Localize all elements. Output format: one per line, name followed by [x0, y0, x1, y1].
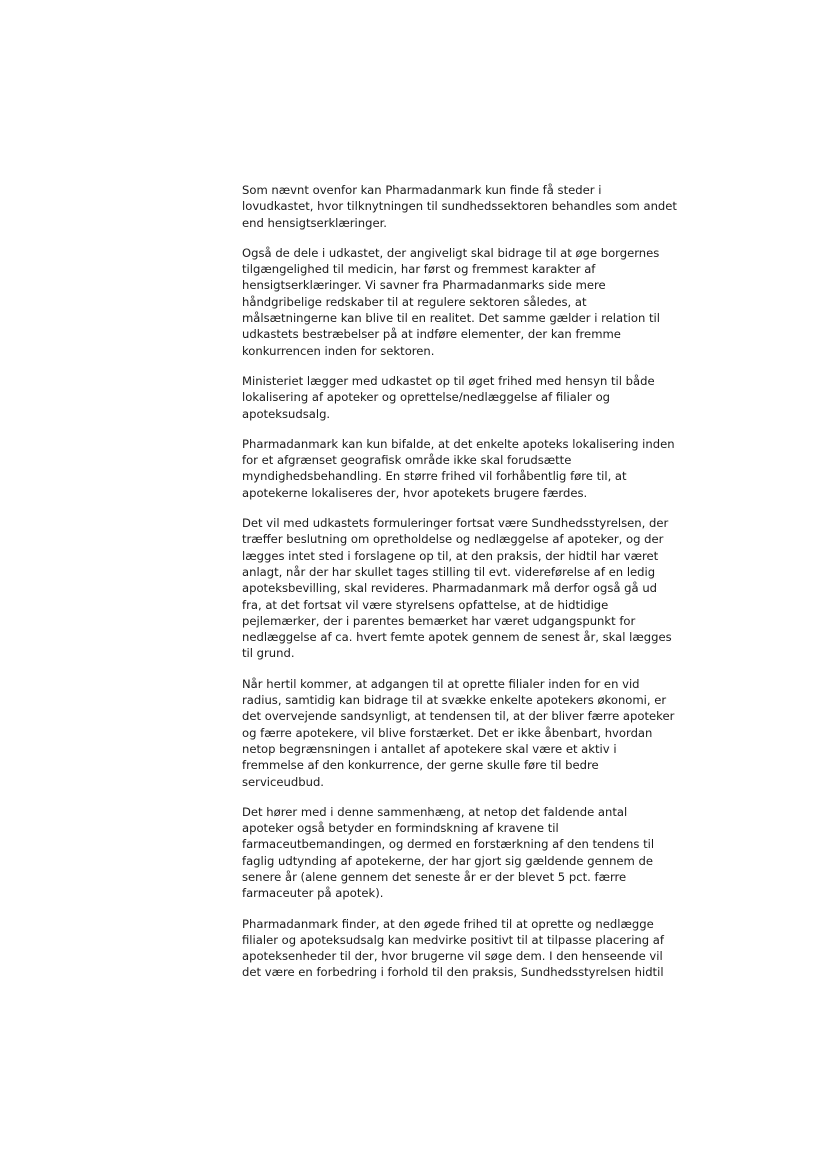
paragraph-6: [242, 676, 688, 790]
paragraph-line: konkurrencen inden for sektoren.: [242, 343, 435, 358]
paragraph-4: [242, 436, 688, 501]
paragraph-line: udkastets bestræbelser på at indføre elementer, der kan fremme: [242, 327, 621, 342]
paragraph-line: og færre apotekere, vil blive forstærket. Det er ikke åbenbart, hvordan: [242, 725, 653, 740]
paragraph-line: lokalisering af apoteker og oprettelse/nedlæggelse af filialer og: [242, 390, 611, 405]
paragraph-line: lovudkastet, hvor tilknytningen til sundhedssektoren behandles som andet: [242, 199, 677, 214]
paragraph-line: Når hertil kommer, at adgangen til at oprette filialer inden for en vid: [242, 676, 640, 691]
paragraph-line: radius, samtidig kan bidrage til at svække enkelte apotekers økonomi, er: [242, 693, 667, 708]
paragraph-line: senere år (alene gennem det seneste år er der blevet 5 pct. færre: [242, 869, 627, 884]
paragraph-line: Ministeriet lægger med udkastet op til øget frihed med hensyn til både: [242, 373, 655, 388]
body-text: [242, 182, 688, 995]
paragraph-line: apoteksudsalg.: [242, 406, 331, 421]
paragraph-line: for et afgrænset geografisk område ikke skal forudsætte: [242, 453, 572, 468]
paragraph-line: håndgribelige redskaber til at regulere sektoren således, at: [242, 294, 587, 309]
paragraph-line: Pharmadanmark finder, at den øgede frihed til at oprette og nedlægge: [242, 916, 654, 931]
paragraph-line: fremmelse af den konkurrence, der gerne skulle føre til bedre: [242, 758, 599, 773]
paragraph-line: det være en forbedring i forhold til den praksis, Sundhedsstyrelsen hidtil: [242, 965, 664, 980]
paragraph-line: pejlemærker, der i parentes bemærket har været udgangspunkt for: [242, 613, 636, 628]
paragraph-line: det overvejende sandsynligt, at tendensen til, at der bliver færre apoteker: [242, 709, 675, 724]
paragraph-line: apotekerne lokaliseres der, hvor apotekets brugere færdes.: [242, 485, 588, 500]
paragraph-line: Det vil med udkastets formuleringer fortsat være Sundhedsstyrelsen, der: [242, 516, 669, 531]
paragraph-7: [242, 804, 688, 902]
paragraph-line: myndighedsbehandling. En større frihed vil forhåbentlig føre til, at: [242, 469, 627, 484]
paragraph-line: Også de dele i udkastet, der angiveligt skal bidrage til at øge borgernes: [242, 245, 660, 260]
paragraph-line: målsætningerne kan blive til en realitet. Det samme gælder i relation til: [242, 311, 660, 326]
paragraph-5: [242, 515, 688, 662]
paragraph-line: serviceudbud.: [242, 774, 324, 789]
paragraph-line: faglig udtynding af apotekerne, der har gjort sig gældende gennem de: [242, 853, 654, 868]
paragraph-line: til grund.: [242, 646, 295, 661]
paragraph-line: anlagt, når der har skullet tages stilling til evt. videreførelse af en ledig: [242, 564, 656, 579]
paragraph-line: tilgængelighed til medicin, har først og fremmest karakter af: [242, 262, 596, 277]
paragraph-line: netop begrænsningen i antallet af apotekere skal være et aktiv i: [242, 741, 617, 756]
paragraph-line: apoteksbevilling, skal revideres. Pharmadanmark må derfor også gå ud: [242, 581, 658, 596]
paragraph-line: apoteksenheder til der, hvor brugerne vil søge dem. I den henseende vil: [242, 949, 663, 964]
paragraph-3: [242, 373, 688, 422]
paragraph-line: nedlæggelse af ca. hvert femte apotek gennem de senest år, skal lægges: [242, 630, 672, 645]
paragraph-line: end hensigtserklæringer.: [242, 215, 387, 230]
paragraph-8: [242, 916, 688, 981]
paragraph-line: fra, at det fortsat vil være styrelsens opfattelse, at de hidtidige: [242, 597, 609, 612]
paragraph-line: træffer beslutning om opretholdelse og nedlæggelse af apoteker, og der: [242, 532, 664, 547]
paragraph-line: apoteker også betyder en formindskning af kravene til: [242, 821, 559, 836]
paragraph-line: lægges intet sted i forslagene op til, at den praksis, der hidtil har været: [242, 548, 659, 563]
paragraph-line: Pharmadanmark kan kun bifalde, at det enkelte apoteks lokalisering inden: [242, 436, 675, 451]
paragraph-line: Som nævnt ovenfor kan Pharmadanmark kun finde få steder i: [242, 183, 602, 197]
paragraph-2: [242, 245, 688, 359]
paragraph-line: farmaceuter på apotek).: [242, 886, 384, 901]
paragraph-line: filialer og apoteksudsalg kan medvirke positivt til at tilpasse placering af: [242, 932, 664, 947]
paragraph-line: farmaceutbemandingen, og dermed en forstærkning af den tendens til: [242, 837, 655, 852]
paragraph-line: hensigtserklæringer. Vi savner fra Pharmadanmarks side mere: [242, 278, 606, 293]
paragraph-line: Det hører med i denne sammenhæng, at netop det faldende antal: [242, 804, 628, 819]
paragraph-1: [242, 182, 688, 231]
